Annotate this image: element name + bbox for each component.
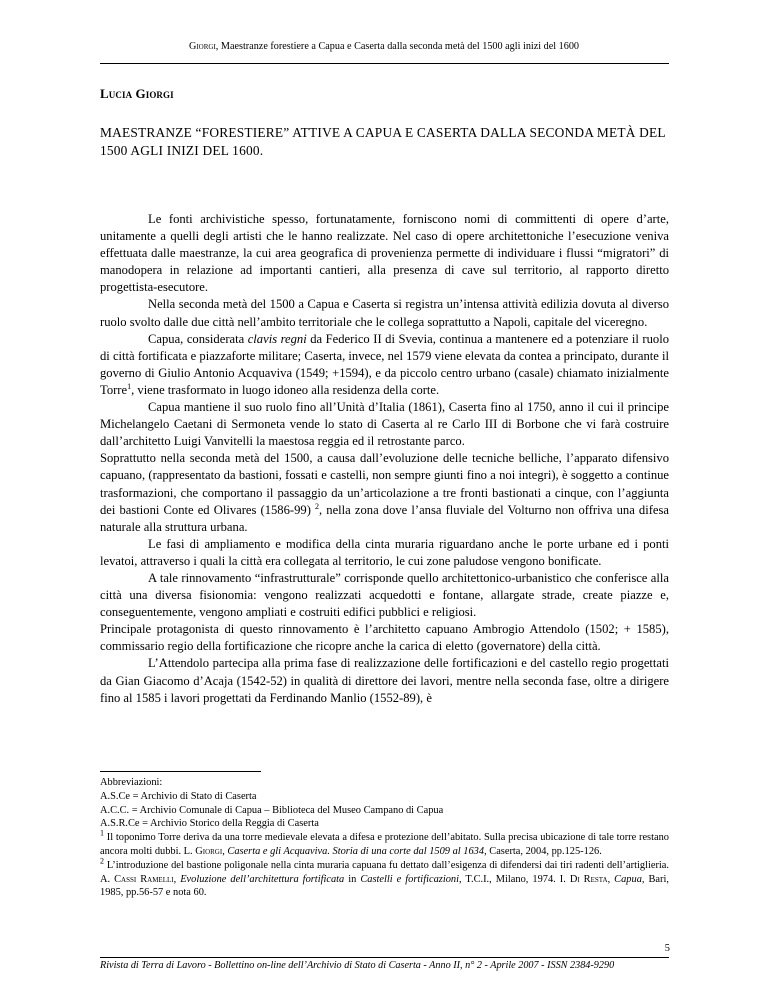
footnote-ref-2[interactable]: 2 [315,501,320,511]
cited-author: Cassi Ramelli [114,873,174,885]
italic-term: clavis regni [247,331,307,346]
abbreviation-item: A.C.C. = Archivio Comunale di Capua – Biblioteca del Museo Campano di Capua [100,804,444,816]
text-run: , [222,845,228,857]
paragraph: Capua mantiene il suo ruolo fino all’Unità d’Italia (1861), Caserta fino al 1750, anno il cui il principe Michelangelo Caetani di Sermoneta vende lo stato di Caserta al re Carlo III di Borbone che vi farà costruire dall’architetto Luigi Vanvitelli la maestosa reggia ed il retrostante parco. [100,400,669,449]
footer-rule [100,957,669,958]
running-header [100,41,668,52]
footnote-2 [100,856,669,900]
footnotes [100,776,669,900]
footnote-number: 2 [100,856,104,866]
cited-title: Castelli e fortificazioni [360,873,459,885]
header-rule [100,63,669,64]
cited-title: Capua, [614,873,645,885]
footnote-ref-1[interactable]: 1 [127,381,132,391]
page-number: 5 [664,943,670,954]
cited-author: Giorgi [195,845,223,857]
paragraph: Le fasi di ampliamento e modifica della cinta muraria riguardano anche le porte urbane ed i ponti levatoi, attraverso i quali la città era collegata al territorio, le cui zone paludose vengono bonificate. [100,536,669,568]
paragraph: L’Attendolo partecipa alla prima fase di realizzazione delle fortificazioni e del castello regio progettati da Gian Giacomo d’Acaja (1542-52) in qualità di direttore dei lavori, mentre nella seconda fase, oltre a dirigere fino al 1585 i lavori progettati da Ferdinando Manlio (1552-89), è [100,656,669,705]
paragraph: Nella seconda metà del 1500 a Capua e Caserta si registra un’intensa attività edilizia dovuta al diverso ruolo svolto dalle due città nell’ambito territoriale che le collega soprattutto a Napoli, capitale del viceregno. [100,297,669,329]
paragraph: A tale rinnovamento “infrastrutturale” corrisponde quello architettonico-urbanistico che conferisce alla città una diversa fisionomia: vengono realizzati acquedotti e fontane, allargate strade, create piazze e, conseguentemente, vengono ampliati e costruiti edifici pubblici e religiosi. [100,570,669,620]
text-run: , [607,873,615,885]
paragraph [100,331,669,399]
cited-title: Caserta e gli Acquaviva. Storia di una corte dal 1509 al 1634 [227,845,485,857]
footnote-rule [100,771,261,772]
paragraph: Principale protagonista di questo rinnovamento è l’architetto capuano Ambrogio Attendolo (1502; + 1585), commissario regio della fortificazione che ricopre anche la carica di eletto (governatore) della città. [100,622,669,654]
text-run: , Caserta, 2004, pp.125-126. [484,845,602,857]
paragraph: Le fonti archivistiche spesso, fortunatamente, forniscono nomi di committenti di opere d’arte, unitamente a quelli degli artisti che le hanno realizzate. Nel caso di opere architettoniche l’esecuzione veniva effettuata dalle maestranze, la cui area geografica di provenienza permette di individuare i flussi “migratori” di manodopera in relazione ad importanti cantieri, alla presenza di cave sul territorio, al rapporto diretto progettista-esecutore. [100,212,669,295]
text-run: Capua, considerata [148,331,248,346]
abbreviations-title: Abbreviazioni: [100,777,163,788]
footnote-1 [100,828,669,859]
text-run: , [173,873,181,885]
article-body [100,211,669,707]
cited-title: Evoluzione dell’architettura fortificata [180,873,345,885]
article-title: MAESTRANZE “FORESTIERE” ATTIVE A CAPUA E CASERTA DALLA SECONDA METÀ DEL 1500 AGLI INIZI DEL 1600. [100,125,666,158]
text-run: in [344,873,361,885]
abbreviation-item: A.S.Ce = Archivio di Stato di Caserta [100,790,257,802]
footnote-number: 1 [100,828,104,838]
header-title: , Maestranze forestiere a Capua e Caserta dalla seconda metà del 1500 agli inizi del 1600 [215,41,580,52]
cited-author: Di Resta [569,873,608,885]
text-run: , nella zona dove l’ansa fluviale del Volturno non offriva una difesa naturale alla struttura urbana. [100,502,669,534]
text-run: Soprattutto nella seconda metà del 1500, a causa dall’evoluzione delle tecniche belliche, l’apparato difensivo capuano, (rappresentato da bastioni, fossati e castelli, non sempre giunti fino a noi integri), è soggetto a continue trasformazioni, che comportano il passaggio da un’articolazione a tre fronti bastionati a cinque, con l’aggiunta dei bastioni Conte ed Olivares (1586-99) [100,451,669,517]
text-run: , T.C.I., Milano, 1974. I. [458,873,570,885]
article-author: Lucia Giorgi [100,86,174,101]
text-run: , viene trasformato in luogo idoneo alla residenza della corte. [131,382,440,397]
text-run: L’introduzione del bastione poligonale nella cinta muraria capuana fu dettato dall’esigenza di difendersi dai tiri radenti dell’artiglieria. A. [100,859,669,885]
text-run: Bari, 1985, pp.56-57 e nota 60. [100,873,669,899]
paragraph [100,450,669,535]
text-run: Il toponimo Torre deriva da una torre medievale elevata a difesa e protezione dell’abitato. Sulla precisa ubicazione di tale torre restano ancora molti dubbi. L. [100,832,669,857]
text-run: da Federico II di Svevia, continua a mantenere ed a potenziare il ruolo di città fortificata e piazzaforte militare; Caserta, invece, nel 1579 viene elevata da contea a principato, durante il governo di Giulio Antonio Acquaviva (1549; +1594), e da piccolo centro urbano (casale) chiamato inizialmente Torre [100,331,669,397]
journal-footer: Rivista di Terra di Lavoro - Bollettino on-line dell’Archivio di Stato di Caserta - Anno II, n° 2 - Aprile 2007 - ISSN 2384-9290 [100,960,615,971]
abbreviation-item: A.S.R.Ce = Archivio Storico della Reggia di Caserta [100,818,319,830]
header-author: Giorgi [188,41,216,52]
